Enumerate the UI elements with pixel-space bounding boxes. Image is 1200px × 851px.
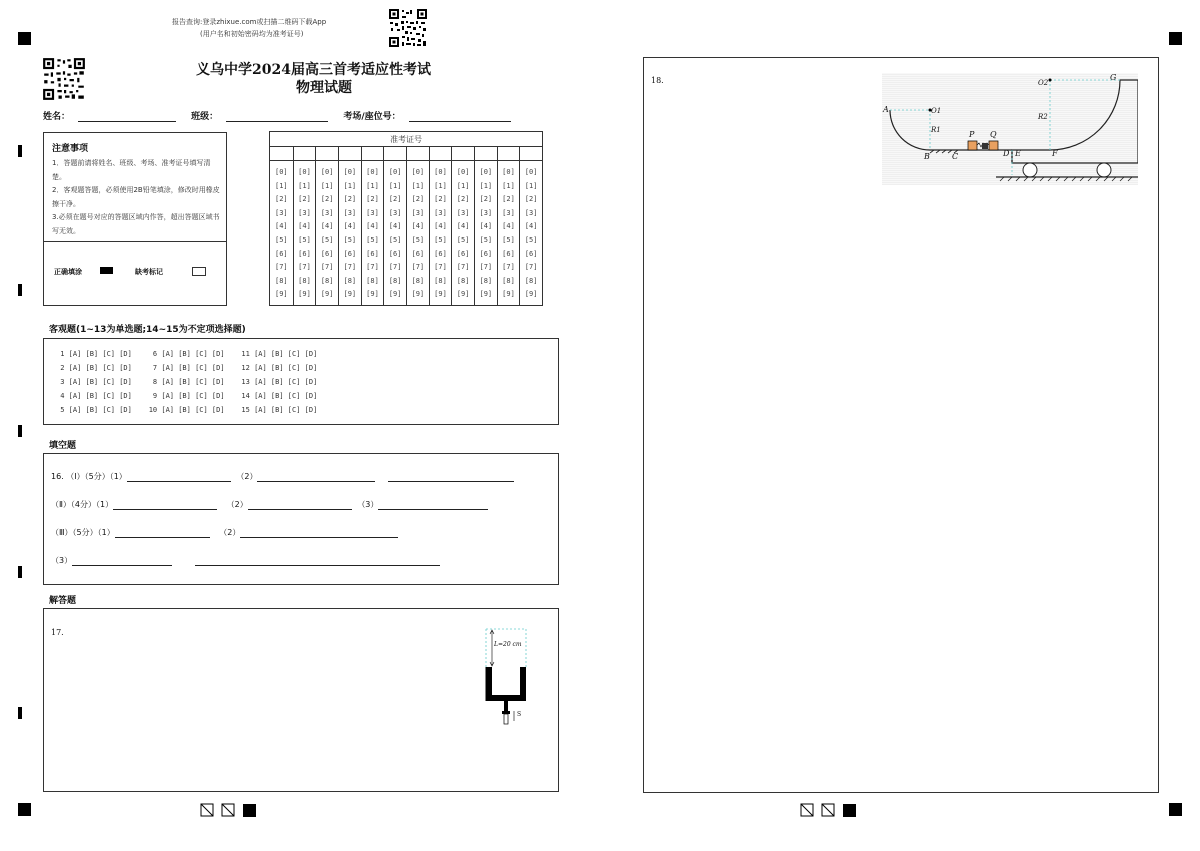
q16-part2-label: （Ⅱ）（4分）（1） <box>51 500 114 509</box>
ticket-digit-bubble[interactable]: [4] <box>366 222 379 231</box>
ticket-digit-bubble[interactable]: [5] <box>524 235 538 244</box>
ticket-digit-column[interactable] <box>315 146 338 305</box>
choice-row[interactable]: 2 [A] [B] [C] [D] 7 [A] [B] [C] [D] 12 [A] [B] [C] [D] <box>56 364 318 372</box>
notes-title: 注意事项 <box>52 144 89 154</box>
ticket-digit-bubble[interactable]: [4] <box>479 222 493 231</box>
ticket-title: 准考证号 <box>390 135 422 144</box>
ticket-digit-bubble[interactable]: [5] <box>479 235 493 244</box>
fig18-label-G: G <box>1110 73 1117 82</box>
ticket-digit-bubble[interactable]: [7] <box>524 263 538 272</box>
q16-part3-label: （Ⅲ）（5分）（1） <box>51 528 115 537</box>
fig18-label-P: P <box>969 130 975 139</box>
answer-blank[interactable] <box>127 472 231 482</box>
qr-code-header <box>388 8 428 52</box>
ticket-digit-bubble[interactable]: [7] <box>320 263 334 272</box>
corner-mark-bottom-left <box>18 803 31 816</box>
ticket-digit-column[interactable] <box>474 146 497 305</box>
ticket-digit-bubble[interactable]: [4] <box>434 222 447 231</box>
ticket-digit-bubble[interactable]: [8] <box>298 276 311 285</box>
ticket-digit-bubble[interactable]: [2] <box>275 195 288 204</box>
fill-title: 填空题 <box>49 441 77 451</box>
ticket-digit-bubble[interactable]: [4] <box>456 222 470 231</box>
ticket-digit-bubble[interactable]: [9] <box>456 290 470 299</box>
ticket-digit-bubble[interactable]: [4] <box>524 222 538 231</box>
ticket-digit-bubble[interactable]: [9] <box>388 290 402 299</box>
subject-title: 物理试题 <box>296 80 352 96</box>
absent-label: 缺考标记 <box>135 268 163 276</box>
ticket-digit-bubble[interactable]: [8] <box>320 276 334 285</box>
ticket-digit-bubble[interactable]: [2] <box>479 195 493 204</box>
ticket-digit-bubble[interactable]: [5] <box>434 235 447 244</box>
q18-answer-box[interactable] <box>643 57 1159 793</box>
ticket-digit-bubble[interactable]: [5] <box>456 235 470 244</box>
ticket-digit-bubble[interactable]: [2] <box>388 195 402 204</box>
timing-mark <box>18 284 22 296</box>
ticket-digit-bubble[interactable]: [1] <box>388 181 402 190</box>
corner-mark-bottom-right <box>1169 803 1182 816</box>
ticket-digit-bubble[interactable]: [4] <box>411 222 425 231</box>
ticket-digit-bubble[interactable]: [9] <box>298 290 311 299</box>
ticket-digit-bubble[interactable]: [6] <box>343 249 357 258</box>
ticket-digit-bubble[interactable]: [0] <box>479 168 493 176</box>
ticket-digit-bubble[interactable]: [6] <box>320 249 334 258</box>
q17-figure <box>484 627 534 729</box>
ticket-digit-bubble[interactable]: [9] <box>524 290 538 299</box>
ticket-digit-bubble[interactable]: [7] <box>388 263 402 272</box>
ticket-digit-bubble[interactable]: [1] <box>275 181 288 190</box>
ticket-digit-bubble[interactable]: [7] <box>366 263 379 272</box>
qr-code-left <box>42 57 86 105</box>
ticket-digit-bubble[interactable]: [6] <box>524 249 538 258</box>
ticket-digit-bubble[interactable]: [8] <box>479 276 493 285</box>
ticket-digit-column[interactable] <box>383 146 406 305</box>
ticket-digit-bubble[interactable]: [5] <box>411 235 425 244</box>
q17-s-label: S <box>517 711 522 718</box>
ticket-digit-bubble[interactable]: [2] <box>343 195 357 204</box>
class-field[interactable] <box>226 112 328 122</box>
ticket-digit-bubble[interactable]: [4] <box>343 222 357 231</box>
q16-part1-b2-label: （2） <box>236 472 258 481</box>
choice-row[interactable]: 5 [A] [B] [C] [D] 10 [A] [B] [C] [D] 15 [A] [B] [C] [D] <box>56 406 318 414</box>
ticket-digit-bubble[interactable]: [3] <box>456 208 470 217</box>
timing-mark <box>18 566 22 578</box>
ticket-digit-column[interactable] <box>451 146 474 305</box>
ticket-digit-bubble[interactable]: [8] <box>343 276 357 285</box>
ticket-digit-bubble[interactable]: [5] <box>366 235 379 244</box>
ticket-digit-bubble[interactable]: [8] <box>502 276 515 285</box>
q18-figure <box>882 73 1138 185</box>
ticket-digit-bubble[interactable]: [9] <box>502 290 515 299</box>
choice-row[interactable]: 4 [A] [B] [C] [D] 9 [A] [B] [C] [D] 14 [A] [B] [C] [D] <box>56 392 318 400</box>
q16-part3-b2-label: （2） <box>219 528 241 537</box>
room-field[interactable] <box>409 112 511 122</box>
ticket-digit-bubble[interactable]: [6] <box>388 249 402 258</box>
ticket-digit-bubble[interactable]: [3] <box>320 208 334 217</box>
fig18-label-O1: O1 <box>931 107 942 115</box>
fig18-label-A: A <box>883 105 889 114</box>
exam-title: 义乌中学2024届高三首考适应性考试 <box>196 62 431 78</box>
ticket-digit-bubble[interactable]: [3] <box>275 208 288 217</box>
ticket-digit-bubble[interactable]: [7] <box>343 263 357 272</box>
fig18-label-E: E <box>1015 149 1021 158</box>
timing-mark <box>18 145 22 157</box>
ticket-digit-bubble[interactable]: [7] <box>434 263 447 272</box>
ticket-digit-bubble[interactable]: [0] <box>343 168 357 176</box>
ticket-digit-bubble[interactable]: [7] <box>502 263 515 272</box>
correct-fill-sample <box>100 267 113 274</box>
name-field[interactable] <box>78 112 176 122</box>
ticket-digit-bubble[interactable]: [3] <box>524 208 538 217</box>
q18-number: 18. <box>651 76 664 85</box>
ticket-digit-bubble[interactable]: [8] <box>456 276 470 285</box>
ticket-digit-bubble[interactable]: [0] <box>275 168 288 176</box>
ticket-digit-bubble[interactable]: [0] <box>502 168 515 176</box>
answer-blank[interactable] <box>378 500 488 510</box>
fig18-label-R1: R1 <box>931 126 941 134</box>
student-info-row <box>43 109 511 122</box>
ticket-digit-bubble[interactable]: [1] <box>320 181 334 190</box>
fig18-label-F: F <box>1052 149 1058 158</box>
ticket-digit-bubble[interactable]: [0] <box>434 168 447 176</box>
report-notice-line2: (用户名和初始密码均为准考证号) <box>200 30 304 38</box>
answer-blank[interactable] <box>113 500 217 510</box>
ticket-digit-bubble[interactable]: [1] <box>298 181 311 190</box>
ticket-digit-bubble[interactable]: [6] <box>434 249 447 258</box>
ticket-digit-column[interactable] <box>406 146 429 305</box>
ticket-digit-bubble[interactable]: [3] <box>479 208 493 217</box>
ticket-digit-column[interactable] <box>519 146 542 305</box>
ticket-digit-bubble[interactable]: [8] <box>388 276 402 285</box>
ticket-digit-bubble[interactable]: [8] <box>524 276 538 285</box>
notes-box <box>43 132 227 306</box>
ticket-digit-bubble[interactable]: [4] <box>320 222 334 231</box>
absent-checkbox[interactable] <box>192 267 206 276</box>
ticket-digit-bubble[interactable]: [0] <box>524 168 538 176</box>
ticket-digit-bubble[interactable]: [1] <box>411 181 425 190</box>
ticket-digit-bubble[interactable]: [6] <box>456 249 470 258</box>
answer-blank[interactable] <box>240 528 398 538</box>
ticket-digit-bubble[interactable]: [4] <box>298 222 311 231</box>
choice-row[interactable]: 1 [A] [B] [C] [D] 6 [A] [B] [C] [D] 11 [A] [B] [C] [D] <box>56 350 318 358</box>
ticket-digit-bubble[interactable]: [9] <box>479 290 493 299</box>
ticket-digit-bubble[interactable]: [0] <box>298 168 311 176</box>
ticket-digit-bubble[interactable]: [6] <box>366 249 379 258</box>
ticket-digit-bubble[interactable]: [2] <box>320 195 334 204</box>
ticket-digit-bubble[interactable]: [0] <box>411 168 425 176</box>
ticket-digit-bubble[interactable]: [6] <box>502 249 515 258</box>
ticket-digit-bubble[interactable]: [7] <box>275 263 288 272</box>
ticket-digit-bubble[interactable]: [4] <box>388 222 402 231</box>
notes-item: 3.必须在题号对应的答题区域内作答，超出答题区域书写无效。 <box>52 213 220 235</box>
q16-part1-label: 16. （Ⅰ）（5分）（1） <box>51 472 127 481</box>
timing-mark <box>18 707 22 719</box>
ticket-digit-bubble[interactable]: [0] <box>366 168 379 176</box>
fig18-label-D: D <box>1003 149 1010 158</box>
ticket-digit-bubble[interactable]: [4] <box>502 222 515 231</box>
ticket-digit-bubble[interactable]: [2] <box>456 195 470 204</box>
ticket-digit-bubble[interactable]: [5] <box>343 235 357 244</box>
answer-blank[interactable] <box>248 500 352 510</box>
fig18-label-R2: R2 <box>1038 113 1048 121</box>
ticket-digit-bubble[interactable]: [6] <box>298 249 311 258</box>
answer-blank[interactable] <box>72 556 172 566</box>
ticket-digit-bubble[interactable]: [3] <box>388 208 402 217</box>
ticket-digit-bubble[interactable]: [1] <box>366 181 379 190</box>
ticket-digit-column[interactable] <box>338 146 361 305</box>
ticket-digit-bubble[interactable]: [8] <box>366 276 379 285</box>
ticket-digit-bubble[interactable]: [9] <box>366 290 379 299</box>
ticket-digit-bubble[interactable]: [8] <box>411 276 425 285</box>
ticket-digit-bubble[interactable]: [9] <box>320 290 334 299</box>
choice-row[interactable]: 3 [A] [B] [C] [D] 8 [A] [B] [C] [D] 13 [A] [B] [C] [D] <box>56 378 318 386</box>
ticket-digit-bubble[interactable]: [3] <box>434 208 447 217</box>
ticket-digit-bubble[interactable]: [5] <box>275 235 288 244</box>
ticket-digit-bubble[interactable]: [7] <box>456 263 470 272</box>
ticket-digit-bubble[interactable]: [5] <box>388 235 402 244</box>
ticket-digit-bubble[interactable]: [2] <box>524 195 538 204</box>
ticket-digit-bubble[interactable]: [4] <box>275 222 288 231</box>
ticket-digit-bubble[interactable]: [1] <box>456 181 470 190</box>
fig18-label-C: C <box>952 152 959 161</box>
answer-blank[interactable] <box>257 472 375 482</box>
q16-part2-b3-label: （3） <box>357 500 379 509</box>
ticket-digit-bubble[interactable]: [3] <box>411 208 425 217</box>
q17-answer-box[interactable] <box>43 608 559 792</box>
ticket-digit-bubble[interactable]: [3] <box>298 208 311 217</box>
ticket-digit-bubble[interactable]: [9] <box>275 290 288 299</box>
ticket-digit-bubble[interactable]: [0] <box>388 168 402 176</box>
answer-blank[interactable] <box>115 528 210 538</box>
ticket-digit-column[interactable] <box>497 146 520 305</box>
ticket-number-grid <box>269 131 543 306</box>
notes-item: 1．答题前请将姓名、班级、考场、准考证号填写清楚。 <box>52 159 211 181</box>
ticket-digit-bubble[interactable]: [5] <box>298 235 311 244</box>
ticket-digit-bubble[interactable]: [8] <box>434 276 447 285</box>
ticket-digit-bubble[interactable]: [1] <box>502 181 515 190</box>
ticket-digit-column[interactable] <box>293 146 316 305</box>
ticket-digit-column[interactable] <box>361 146 384 305</box>
ticket-digit-bubble[interactable]: [5] <box>502 235 515 244</box>
ticket-digit-bubble[interactable]: [1] <box>434 181 447 190</box>
ticket-digit-bubble[interactable]: [5] <box>320 235 334 244</box>
ticket-digit-bubble[interactable]: [1] <box>343 181 357 190</box>
ticket-digit-bubble[interactable]: [0] <box>456 168 470 176</box>
fill-box <box>43 453 559 585</box>
ticket-digit-bubble[interactable]: [3] <box>366 208 379 217</box>
corner-mark-top-right <box>1169 32 1182 45</box>
answer-title: 解答题 <box>49 596 77 606</box>
q17-number: 17. <box>51 628 64 637</box>
ticket-digit-bubble[interactable]: [6] <box>275 249 288 258</box>
ticket-digit-bubble[interactable]: [9] <box>411 290 425 299</box>
ticket-digit-bubble[interactable]: [2] <box>434 195 447 204</box>
ticket-digit-bubble[interactable]: [1] <box>524 181 538 190</box>
q16-part2-b2-label: （2） <box>226 500 248 509</box>
ticket-digit-bubble[interactable]: [2] <box>411 195 425 204</box>
ticket-digit-bubble[interactable]: [6] <box>479 249 493 258</box>
ticket-digit-bubble[interactable]: [8] <box>275 276 288 285</box>
answer-blank[interactable] <box>195 556 440 566</box>
ticket-digit-bubble[interactable]: [3] <box>502 208 515 217</box>
report-notice-line1: 报告查询:登录zhixue.com或扫描二维码下载App <box>172 18 327 26</box>
ticket-digit-bubble[interactable]: [3] <box>343 208 357 217</box>
ticket-digit-bubble[interactable]: [9] <box>434 290 447 299</box>
fig18-label-Q: Q <box>990 130 997 139</box>
corner-mark-top-left <box>18 32 31 45</box>
notes-item: 2．客观题答题，必须使用2B铅笔填涂，修改时用橡皮擦干净。 <box>52 186 220 208</box>
ticket-digit-bubble[interactable]: [1] <box>479 181 493 190</box>
ticket-digit-bubble[interactable]: [7] <box>479 263 493 272</box>
correct-fill-label: 正确填涂 <box>54 268 82 276</box>
ticket-digit-column[interactable] <box>429 146 452 305</box>
objective-title: 客观题(1~13为单选题;14~15为不定项选择题) <box>49 325 246 335</box>
ticket-digit-bubble[interactable]: [2] <box>502 195 515 204</box>
class-label: 班级： <box>191 112 219 122</box>
ticket-digit-bubble[interactable]: [9] <box>343 290 357 299</box>
q17-length-label: L=20 cm <box>494 641 522 648</box>
ticket-digit-bubble[interactable]: [0] <box>320 168 334 176</box>
q16-part4-label: （3） <box>51 556 73 565</box>
ticket-digit-bubble[interactable]: [2] <box>298 195 311 204</box>
ticket-digit-bubble[interactable]: [7] <box>411 263 425 272</box>
fig18-label-O2: O2 <box>1038 79 1049 87</box>
page-code-marks-left <box>200 803 260 822</box>
name-label: 姓名： <box>43 112 71 122</box>
ticket-digit-bubble[interactable]: [2] <box>366 195 379 204</box>
fig18-label-B: B <box>924 152 930 161</box>
answer-blank[interactable] <box>388 472 514 482</box>
ticket-digit-column[interactable] <box>270 146 293 305</box>
ticket-digit-bubble[interactable]: [7] <box>298 263 311 272</box>
room-label: 考场/座位号： <box>343 112 401 122</box>
objective-box <box>43 338 559 425</box>
ticket-digit-bubble[interactable]: [6] <box>411 249 425 258</box>
page-code-marks-right <box>800 803 860 822</box>
timing-mark <box>18 425 22 437</box>
